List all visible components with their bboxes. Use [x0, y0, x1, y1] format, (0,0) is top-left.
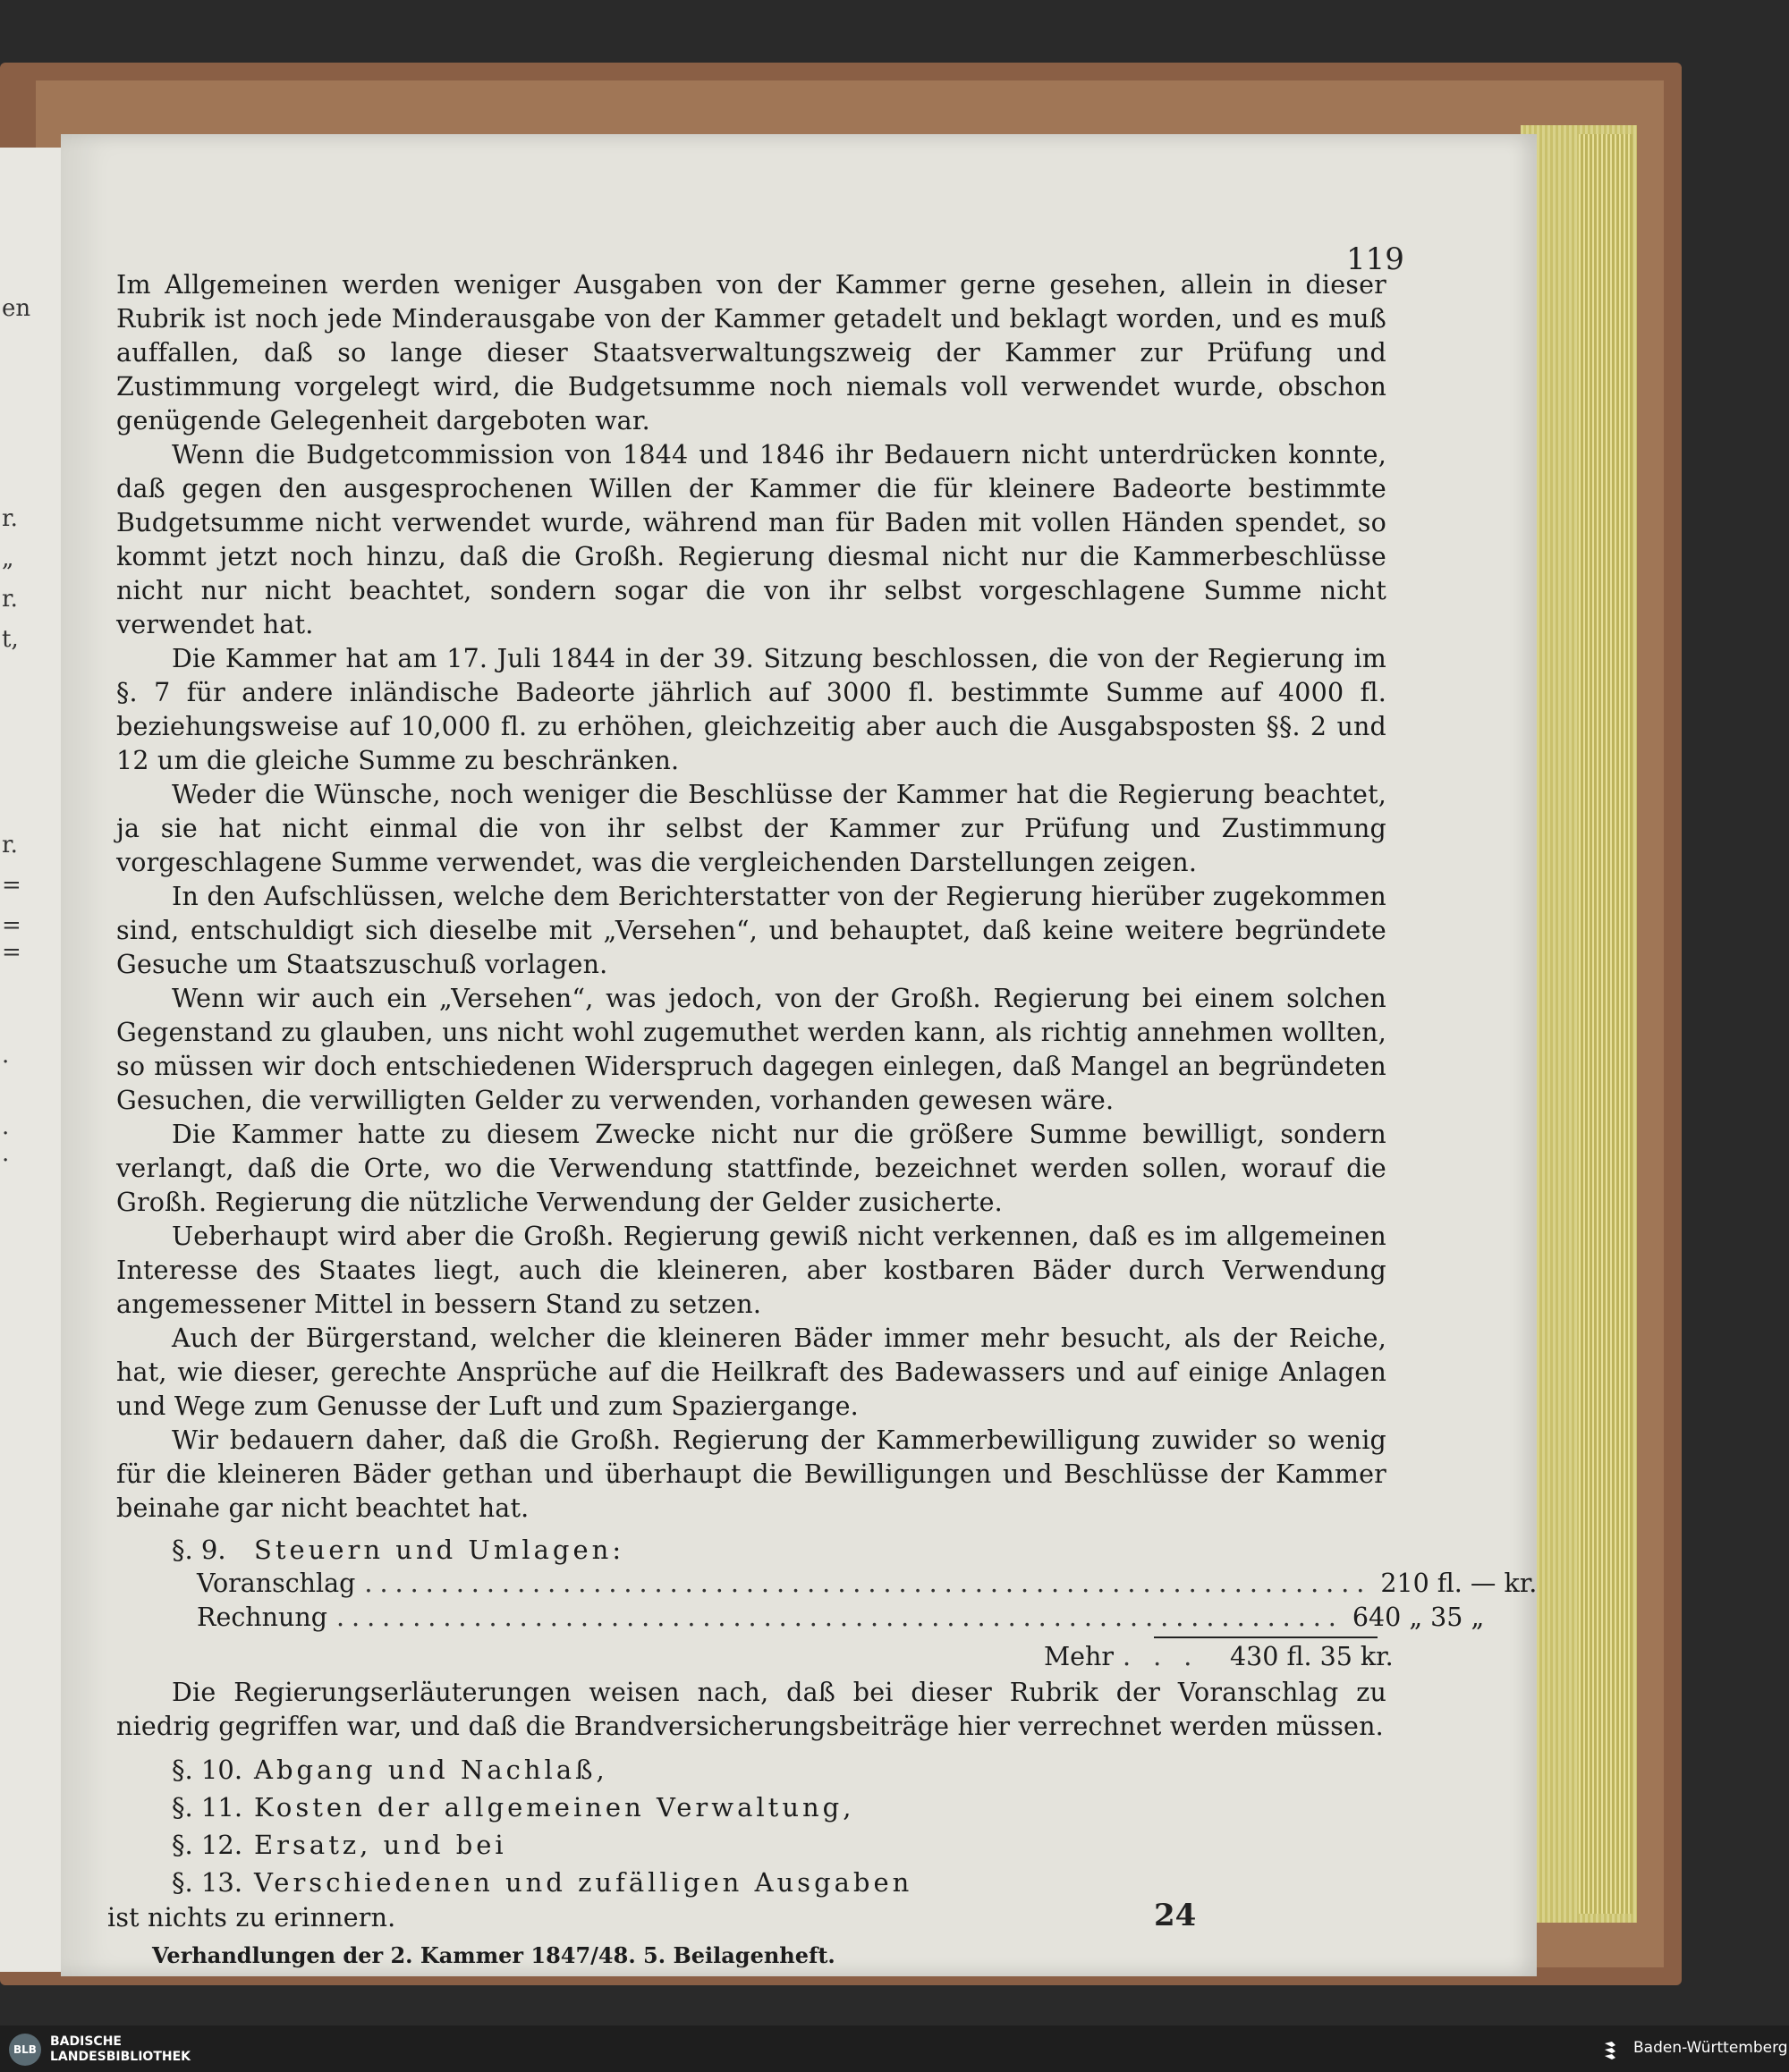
sum-value: 430 fl. 35 kr.	[1230, 1642, 1394, 1671]
table-row-sum	[197, 1642, 1394, 1676]
paragraph: Auch der Bürgerstand, welcher die kleineren Bäder immer mehr besucht, als der Reiche, hat, wie dieser, gerechte Ansprüche auf die Heilkraft des Badewassers und auf einige Anlagen und Wege zum Genusse der Luft und zum Spaziergange.	[116, 1324, 1386, 1421]
left-fragment: „	[2, 545, 14, 572]
budget-table	[197, 1569, 1538, 1636]
section-title: Steuern und Umlagen:	[254, 1535, 625, 1565]
table-row	[197, 1603, 1485, 1636]
leader-dots: ..................................................................	[335, 1603, 1344, 1632]
section-heading	[116, 1826, 1386, 1864]
section-number: §. 13.	[172, 1867, 243, 1898]
baden-wuerttemberg-lions-icon	[1603, 2038, 1626, 2059]
section-title: Kosten der allgemeinen Verwaltung,	[254, 1792, 855, 1823]
left-fragment: r.	[2, 505, 18, 532]
budget-sum	[197, 1642, 1394, 1676]
page-number: 119	[1346, 241, 1404, 277]
leader-dots: ..................................................................	[364, 1569, 1372, 1598]
left-fragment: =	[2, 939, 21, 966]
left-fragment: =	[2, 872, 21, 899]
left-page-strip	[0, 148, 61, 1972]
section-title: Verschiedenen und zufälligen Ausgaben	[254, 1867, 913, 1898]
section-title: Abgang und Nachlaß,	[254, 1755, 608, 1785]
left-fragment: t,	[2, 626, 19, 653]
library-line1: BADISCHE	[50, 2034, 122, 2049]
paragraph: Wenn wir auch ein „Versehen“, was jedoch, von der Großh. Regierung bei einem solchen Gegenstand zu glauben, uns nicht wohl zugemuthet werden kann, als richtig annehmen wollten, so müssen wir doch entschiedenen Widerspruch dagegen einlegen, daß Mangel an begründeten Gesuchen, die verwilligten Gelder zu verwenden, vorhanden gewesen wäre.	[116, 984, 1386, 1115]
row-value: 210 fl. — kr.	[1380, 1569, 1538, 1598]
row-label: Rechnung	[197, 1603, 327, 1632]
paragraph: In den Aufschlüssen, welche dem Berichterstatter von der Regierung hierüber zugekommen sind, entschuldigt sich dieselbe mit „Versehen“, und behauptet, daß keine weitere begründete Gesuche um Staatszuschuß vorlagen.	[116, 882, 1386, 979]
section-heading	[116, 1751, 1386, 1789]
left-fragment: r.	[2, 832, 18, 858]
paragraph: Wenn die Budgetcommission von 1844 und 1846 ihr Bedauern nicht unterdrücken konnte, daß gegen den ausgesprochenen Willen der Kammer die für kleinere Badeorte bestimmte Budgetsumme nicht verwendet wurde, während man für Baden mit vollen Händen spendet, so kommt jetzt noch hinzu, daß die Großh. Regierung diesmal nicht nur die Kammerbeschlüsse nicht nur nicht beachtet, sondern sogar die von ihr selbst vorgeschlagene Summe nicht verwendet hat.	[116, 440, 1386, 639]
sum-label: Mehr	[1043, 1642, 1114, 1671]
section-number: §. 9.	[172, 1535, 226, 1565]
page-footer: Verhandlungen der 2. Kammer 1847/48. 5. Beilagenheft.	[152, 1942, 835, 1968]
left-fragment: =	[2, 912, 21, 939]
closing-text: ist nichts zu erinnern.	[107, 1903, 396, 1932]
left-fragment: r.	[2, 586, 18, 613]
state-name[interactable]: Baden-Württemberg	[1633, 2039, 1788, 2057]
page-content	[107, 268, 1538, 1968]
row-value: 640 „ 35 „	[1352, 1603, 1485, 1632]
section-number: §. 11.	[172, 1792, 243, 1823]
section-number: §. 12.	[172, 1830, 243, 1860]
blb-logo-icon[interactable]: BLB	[9, 2034, 41, 2066]
section-9-heading	[116, 1531, 1386, 1569]
paragraph: Die Kammer hatte zu diesem Zwecke nicht nur die größere Summe bewilligt, sondern verlangt, daß die Orte, wo die Verwendung stattfinde, bezeichnet werden sollen, worauf die Großh. Regierung die nützliche Verwendung der Gelder zusicherte.	[116, 1120, 1386, 1217]
library-line2: LANDESBIBLIOTHEK	[50, 2050, 191, 2064]
leader-dots: . . .	[1123, 1642, 1200, 1671]
left-fragment: .	[2, 1113, 10, 1140]
paragraph: Ueberhaupt wird aber die Großh. Regierung gewiß nicht verkennen, daß es im allgemeinen Interesse des Staates liegt, auch die kleineren, aber kostbaren Bäder durch Verwendung angemessener Mittel in bessern Stand zu setzen.	[116, 1222, 1386, 1319]
library-name[interactable]	[50, 2034, 191, 2065]
section-number: §. 10.	[172, 1755, 243, 1785]
left-fragment: .	[2, 1042, 10, 1069]
viewer-bottom-bar	[0, 2025, 1789, 2072]
paragraph: Die Kammer hat am 17. Juli 1844 in der 39. Sitzung beschlossen, die von der Regierung im §. 7 für andere inländische Badeorte jährlich auf 3000 fl. bestimmte Summe auf 4000 fl. beziehungsweise auf 10,000 fl. zu erhöhen, gleichzeitig aber auch die Ausgabsposten §§. 2 und 12 um die gleiche Summe zu beschränken.	[116, 644, 1386, 775]
section-heading	[116, 1864, 1386, 1901]
paragraph: Wir bedauern daher, daß die Großh. Regierung der Kammerbewilligung zuwider so wenig für die kleineren Bäder gethan und überhaupt die Bewilligungen und Beschlüsse der Kammer beinahe gar nicht beachtet hat.	[116, 1425, 1386, 1523]
table-row	[197, 1569, 1538, 1603]
left-fragment: en	[2, 295, 31, 322]
page-edges-inner	[1579, 134, 1632, 1914]
paragraph: Weder die Wünsche, noch weniger die Beschlüsse der Kammer hat die Regierung beachtet, ja sie hat nicht einmal die von ihr selbst der Kammer zur Prüfung und Zustimmung vorgeschlagene Summe verwendet, was die vergleichenden Darstellungen zeigen.	[116, 780, 1386, 877]
section-title: Ersatz, und bei	[254, 1830, 507, 1860]
paragraph: Im Allgemeinen werden weniger Ausgaben von der Kammer gerne gesehen, allein in dieser Rubrik ist noch jede Minderausgabe von der Kammer getadelt und beklagt worden, und es muß auffallen, daß so lange dieser Staatsverwaltungszweig der Kammer zur Prüfung und Zustimmung vorgelegt wird, die Budgetsumme noch niemals voll verwendet wurde, obschon genügende Gelegenheit dargeboten war.	[116, 270, 1386, 436]
signature-mark: 24	[1154, 1898, 1197, 1933]
left-fragment: .	[2, 1140, 10, 1167]
row-label: Voranschlag	[197, 1569, 356, 1598]
section-heading	[116, 1789, 1386, 1826]
section-9-note: Die Regierungserläuterungen weisen nach, daß bei dieser Rubrik der Voranschlag zu niedrig gegriffen war, und daß die Brandversicherungsbeiträge hier verrechnet werden müssen.	[116, 1678, 1386, 1741]
